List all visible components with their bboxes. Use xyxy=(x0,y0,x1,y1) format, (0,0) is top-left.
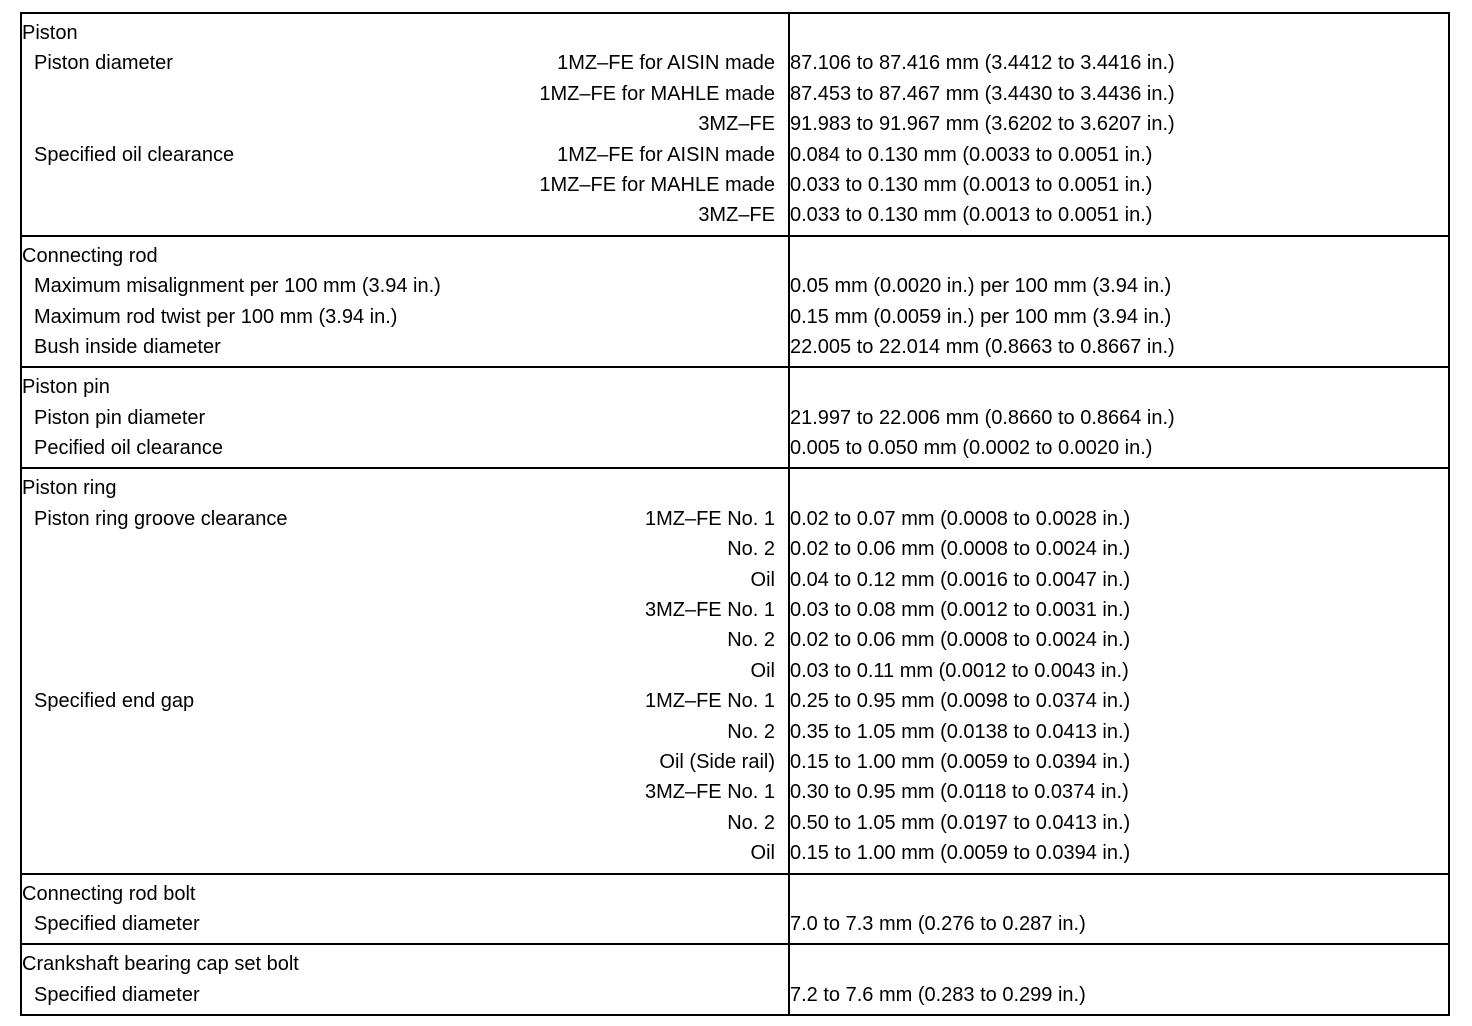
spec-value-cell xyxy=(789,367,1449,468)
spec-qualifier: No. 2 xyxy=(727,811,775,834)
spec-value: 0.03 to 0.11 mm (0.0012 to 0.0043 in.) xyxy=(790,659,1129,682)
section-title: Piston ring xyxy=(22,477,117,500)
section-row xyxy=(21,367,1449,468)
spec-item-line xyxy=(22,433,788,463)
spec-value: 7.0 to 7.3 mm (0.276 to 0.287 in.) xyxy=(790,912,1086,935)
spec-item-line xyxy=(22,504,788,534)
spec-item-line xyxy=(22,686,788,716)
spec-item-line xyxy=(22,838,788,868)
spec-label-cell xyxy=(21,13,789,236)
spec-item: Maximum misalignment per 100 mm (3.94 in.) xyxy=(34,275,441,298)
spec-item-line xyxy=(22,200,788,230)
spec-value-cell xyxy=(789,13,1449,236)
spec-item-line xyxy=(22,79,788,109)
spec-qualifier: No. 2 xyxy=(727,720,775,743)
spec-qualifier: 3MZ–FE No. 1 xyxy=(644,599,775,622)
spec-value: 0.02 to 0.06 mm (0.0008 to 0.0024 in.) xyxy=(790,629,1131,652)
spec-item-line xyxy=(22,656,788,686)
spec-value: 0.30 to 0.95 mm (0.0118 to 0.0374 in.) xyxy=(790,781,1129,804)
spec-item-line xyxy=(22,140,788,170)
spec-label-cell xyxy=(21,944,789,1015)
spec-qualifier: Oil (Side rail) xyxy=(659,750,775,773)
spec-item-line xyxy=(22,302,788,332)
spec-item-line xyxy=(22,332,788,362)
spec-value: 21.997 to 22.006 mm (0.8660 to 0.8664 in.) xyxy=(790,406,1175,429)
section-row xyxy=(21,236,1449,368)
spec-value: 0.50 to 1.05 mm (0.0197 to 0.0413 in.) xyxy=(790,811,1131,834)
value-spacer xyxy=(790,473,1448,503)
section-title: Piston xyxy=(22,22,78,44)
spec-value-cell xyxy=(789,468,1449,873)
spec-value: 87.453 to 87.467 mm (3.4430 to 3.4436 in.) xyxy=(790,82,1175,105)
spec-value: 0.084 to 0.130 mm (0.0033 to 0.0051 in.) xyxy=(790,143,1153,166)
spec-value: 0.25 to 0.95 mm (0.0098 to 0.0374 in.) xyxy=(790,690,1131,713)
spec-item-line xyxy=(22,565,788,595)
spec-item: Specified diameter xyxy=(34,983,200,1006)
spec-item: Maximum rod twist per 100 mm (3.94 in.) xyxy=(34,305,398,328)
value-spacer xyxy=(790,241,1448,271)
section-title-line xyxy=(22,372,788,402)
spec-value: 7.2 to 7.6 mm (0.283 to 0.299 in.) xyxy=(790,983,1086,1006)
spec-label-cell xyxy=(21,468,789,873)
spec-item-line xyxy=(22,595,788,625)
section-title-line xyxy=(22,18,788,48)
value-spacer xyxy=(790,18,1448,48)
spec-item: Bush inside diameter xyxy=(34,335,221,358)
value-spacer xyxy=(790,879,1448,909)
spec-item-line xyxy=(22,747,788,777)
spec-value: 0.04 to 0.12 mm (0.0016 to 0.0047 in.) xyxy=(790,568,1131,591)
spec-item: Specified oil clearance xyxy=(34,143,235,166)
spec-item-line xyxy=(22,808,788,838)
spec-label-cell xyxy=(21,874,789,945)
spec-item: Piston diameter xyxy=(34,52,173,75)
spec-item-line xyxy=(22,403,788,433)
spec-item-line xyxy=(22,170,788,200)
spec-value: 91.983 to 91.967 mm (3.6202 to 3.6207 in.) xyxy=(790,113,1175,136)
spec-value: 0.05 mm (0.0020 in.) per 100 mm (3.94 in.) xyxy=(790,275,1172,298)
value-spacer xyxy=(790,949,1448,979)
spec-qualifier: Oil xyxy=(750,842,775,865)
spec-qualifier: 1MZ–FE No. 1 xyxy=(644,507,775,530)
spec-qualifier: 1MZ–FE No. 1 xyxy=(644,690,775,713)
spec-value: 0.02 to 0.07 mm (0.0008 to 0.0028 in.) xyxy=(790,507,1131,530)
spec-value: 0.15 to 1.00 mm (0.0059 to 0.0394 in.) xyxy=(790,750,1131,773)
section-row xyxy=(21,468,1449,873)
spec-value: 0.033 to 0.130 mm (0.0013 to 0.0051 in.) xyxy=(790,173,1153,196)
spec-value: 0.033 to 0.130 mm (0.0013 to 0.0051 in.) xyxy=(790,204,1153,227)
spec-table xyxy=(20,12,1450,1016)
value-spacer xyxy=(790,372,1448,402)
spec-qualifier: 1MZ–FE for AISIN made xyxy=(557,52,775,75)
spec-value: 0.15 mm (0.0059 in.) per 100 mm (3.94 in.) xyxy=(790,305,1172,328)
spec-qualifier: Oil xyxy=(750,568,775,591)
spec-value-cell xyxy=(789,236,1449,368)
spec-item-line xyxy=(22,534,788,564)
spec-qualifier: Oil xyxy=(750,659,775,682)
spec-value: 0.03 to 0.08 mm (0.0012 to 0.0031 in.) xyxy=(790,599,1131,622)
spec-qualifier: 3MZ–FE xyxy=(698,204,775,227)
spec-item: Pecified oil clearance xyxy=(34,437,223,460)
section-row xyxy=(21,874,1449,945)
spec-value: 0.02 to 0.06 mm (0.0008 to 0.0024 in.) xyxy=(790,538,1131,561)
spec-qualifier: No. 2 xyxy=(727,629,775,652)
section-row xyxy=(21,944,1449,1015)
spec-item-line xyxy=(22,777,788,807)
spec-item: Piston ring groove clearance xyxy=(34,507,288,530)
spec-item-line xyxy=(22,909,788,939)
section-title: Crankshaft bearing cap set bolt xyxy=(22,953,299,976)
spec-item: Piston pin diameter xyxy=(34,406,206,429)
section-row xyxy=(21,13,1449,236)
spec-qualifier: No. 2 xyxy=(727,538,775,561)
section-title-line xyxy=(22,241,788,271)
spec-qualifier: 1MZ–FE for MAHLE made xyxy=(539,173,775,196)
spec-item-line xyxy=(22,625,788,655)
spec-value-cell xyxy=(789,874,1449,945)
section-title-line xyxy=(22,949,788,979)
spec-item-line xyxy=(22,980,788,1010)
section-title-line xyxy=(22,473,788,503)
spec-label-cell xyxy=(21,236,789,368)
spec-qualifier: 3MZ–FE No. 1 xyxy=(644,781,775,804)
spec-item-line xyxy=(22,109,788,139)
spec-qualifier: 1MZ–FE for AISIN made xyxy=(557,143,775,166)
spec-table-body xyxy=(21,13,1449,1015)
spec-value: 0.15 to 1.00 mm (0.0059 to 0.0394 in.) xyxy=(790,842,1131,865)
spec-value: 22.005 to 22.014 mm (0.8663 to 0.8667 in.) xyxy=(790,335,1175,358)
spec-item-line xyxy=(22,271,788,301)
spec-value-cell xyxy=(789,944,1449,1015)
spec-qualifier: 1MZ–FE for MAHLE made xyxy=(539,82,775,105)
spec-item-line xyxy=(22,717,788,747)
spec-value: 0.35 to 1.05 mm (0.0138 to 0.0413 in.) xyxy=(790,720,1131,743)
section-title: Piston pin xyxy=(22,376,110,399)
spec-item-line xyxy=(22,48,788,78)
spec-value: 87.106 to 87.416 mm (3.4412 to 3.4416 in.) xyxy=(790,52,1175,75)
spec-value: 0.005 to 0.050 mm (0.0002 to 0.0020 in.) xyxy=(790,437,1153,460)
spec-item: Specified diameter xyxy=(34,912,200,935)
spec-label-cell xyxy=(21,367,789,468)
section-title: Connecting rod bolt xyxy=(22,882,196,905)
section-title: Connecting rod xyxy=(22,244,158,267)
spec-qualifier: 3MZ–FE xyxy=(698,113,775,136)
section-title-line xyxy=(22,879,788,909)
spec-item: Specified end gap xyxy=(34,690,195,713)
